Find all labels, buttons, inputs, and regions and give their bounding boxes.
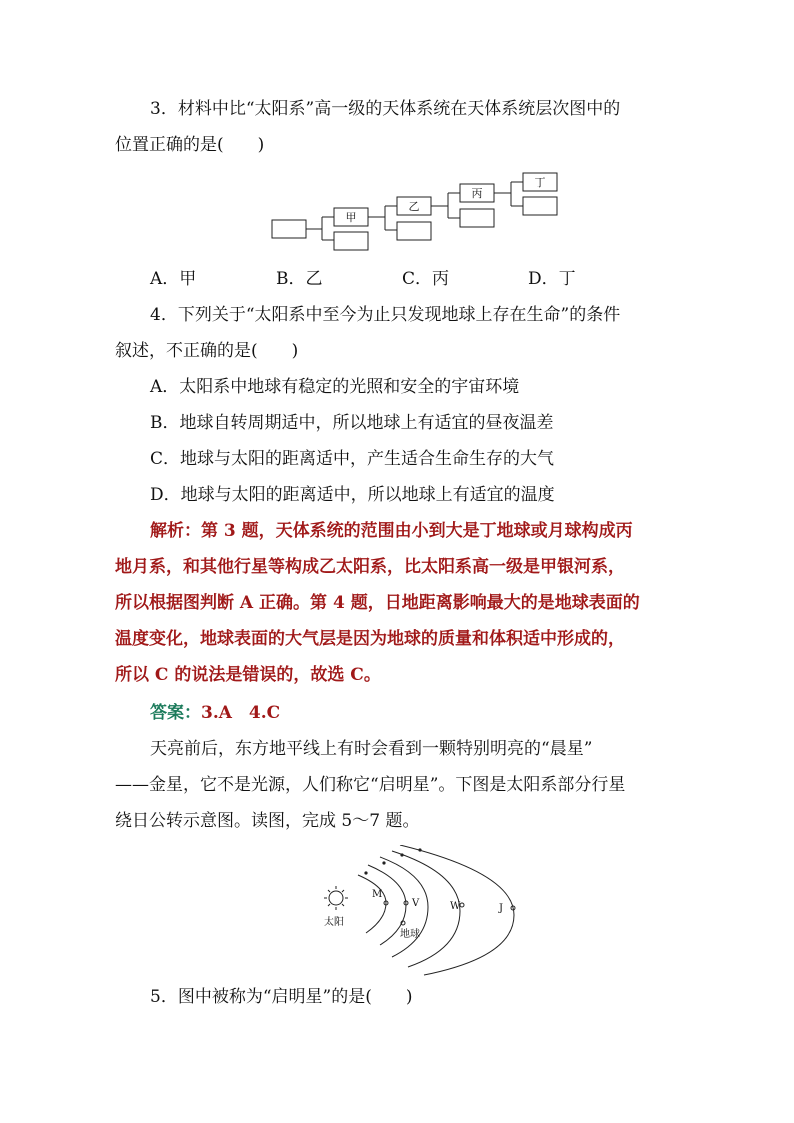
q4-option-a: A．太阳系中地球有稳定的光照和安全的宇宙环境 [150,377,520,397]
analysis-line-1: 解析：第 3 题，天体系统的范围由小到大是丁地球或月球构成丙 [150,521,633,541]
planet-w-dot [460,903,464,907]
sun-icon [329,891,343,905]
label-jia: 甲 [345,211,357,224]
arrow-mark-3 [400,853,403,856]
q4-stem-line2: 叙述，不正确的是( ) [115,341,299,361]
planet-j-label: J [499,903,504,914]
answer-label: 答案： [150,703,201,723]
blank-box-3 [460,209,494,227]
q3-option-c: C．丙 [402,269,450,289]
label-bing: 丙 [471,187,483,200]
earth-label: 地球 [400,929,420,940]
sun-rays [324,886,348,910]
orbit-1 [358,875,386,933]
arrow-mark-2 [382,861,385,864]
q3-stem-line1: 3．材料中比“太阳系”高一级的天体系统在天体系统层次图中的 [150,99,621,119]
q3-stem-line2: 位置正确的是( ) [115,135,265,155]
label-yi: 乙 [408,200,420,213]
answer-line [150,702,280,724]
planet-v-label: V [412,898,420,909]
orbit-diagram [300,845,530,980]
blank-box-4 [523,197,557,215]
orbit-3 [380,857,428,957]
answer-text: 3.A 4.C [201,703,281,723]
connector-2 [368,206,397,230]
intro-line-2: ——金星，它不是光源，人们称它“启明星”。下图是太阳系部分行星 [115,775,626,795]
label-ding: 丁 [534,176,546,189]
q3-option-d: D．丁 [528,269,576,289]
q4-option-b: B．地球自转周期适中，所以地球上有适宜的昼夜温差 [150,413,554,433]
intro-line-3: 绕日公转示意图。读图，完成 5～7 题。 [115,811,420,831]
q3-option-b: B．乙 [276,269,323,289]
q4-option-c: C．地球与太阳的距离适中，产生适合生命生存的大气 [150,449,555,469]
analysis-line-3: 所以根据图判断 A 正确。第 4 题，日地距离影响最大的是地球表面的 [115,593,640,613]
connector-3 [431,193,460,218]
q5-stem: 5．图中被称为“启明星”的是( ) [150,987,413,1007]
arrow-mark-4 [418,848,421,851]
blank-box-base [272,220,306,238]
q3-option-a: A．甲 [150,269,197,289]
sun-label: 太阳 [324,917,344,928]
planet-m-label: M [372,889,383,900]
arrow-mark-1 [364,871,367,874]
q4-option-d: D．地球与太阳的距离适中，所以地球上有适宜的温度 [150,485,555,505]
blank-box-1 [334,232,368,250]
analysis-line-5: 所以 C 的说法是错误的，故选 C。 [115,665,381,685]
blank-box-2 [397,222,431,240]
connector-1 [306,217,334,240]
analysis-line-4: 温度变化，地球表面的大气层是因为地球的质量和体积适中形成的， [115,629,625,649]
hierarchy-diagram [0,0,794,260]
q4-stem-line1: 4．下列关于“太阳系中至今为止只发现地球上存在生命”的条件 [150,305,621,325]
q3-options [150,268,576,290]
intro-line-1: 天亮前后，东方地平线上有时会看到一颗特别明亮的“晨星” [150,739,593,759]
analysis-line-2: 地月系，和其他行星等构成乙太阳系，比太阳系高一级是甲银河系， [115,557,625,577]
connector-4 [494,182,523,206]
planet-w-label: W [450,901,461,912]
